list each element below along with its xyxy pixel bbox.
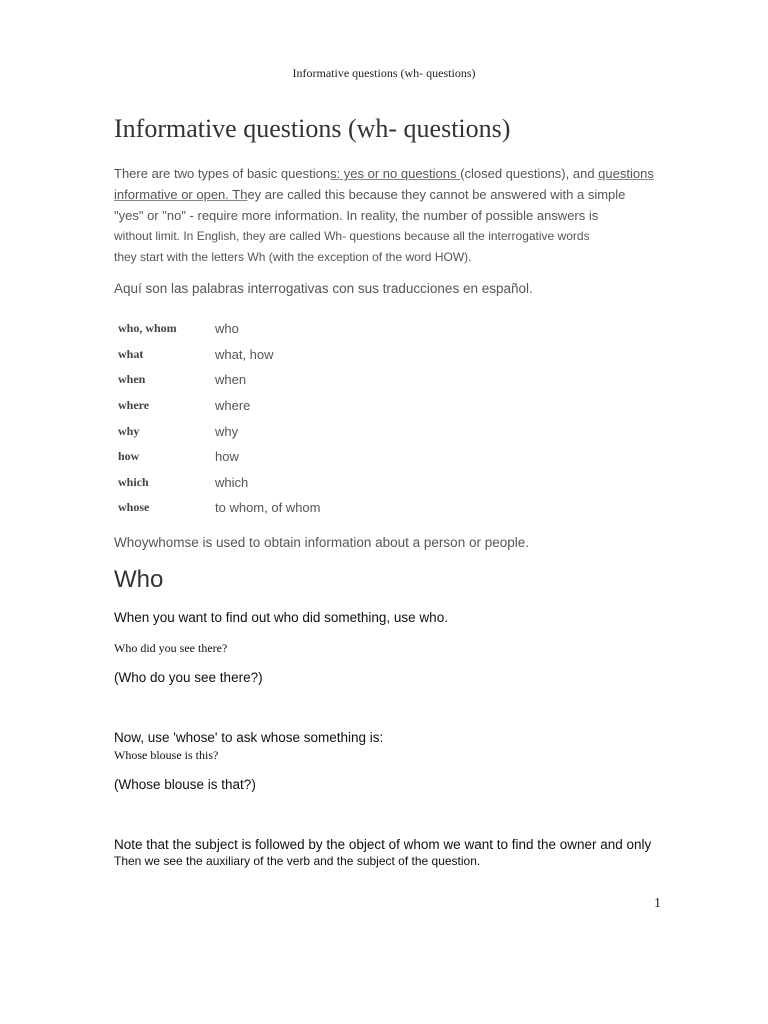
table-row bbox=[114, 495, 321, 521]
usage-note: Whoywhomse is used to obtain information about a person or people. bbox=[114, 535, 529, 550]
whose-example: Whose blouse is this? bbox=[114, 748, 219, 762]
wh-word: who, whom bbox=[118, 321, 177, 336]
wh-translation: to whom, of whom bbox=[215, 500, 321, 516]
note-line: Then we see the auxiliary of the verb and the subject of the question. bbox=[114, 854, 481, 868]
intro-text: There are two types of basic question bbox=[114, 166, 331, 181]
table-row bbox=[114, 444, 321, 470]
intro-text: (closed questions), and bbox=[460, 166, 599, 181]
intro-line: they start with the letters Wh (with the exception of the word HOW). bbox=[114, 250, 472, 265]
section-heading-who: Who bbox=[114, 566, 164, 593]
wh-word: where bbox=[118, 398, 150, 413]
intro-underlined-text: s: yes or no questions bbox=[330, 166, 461, 181]
who-example: Who did you see there? bbox=[114, 641, 228, 655]
wh-word: what bbox=[118, 346, 144, 361]
wh-word: how bbox=[118, 449, 140, 464]
intro-line: "yes" or "no" - require more information. In reality, the number of possible answers is bbox=[114, 207, 599, 223]
wh-translation: which bbox=[215, 474, 249, 490]
wh-translation: who bbox=[215, 321, 239, 337]
wh-translation: how bbox=[215, 449, 239, 465]
intro-text: ey are called this because they cannot be answered with a simple bbox=[247, 186, 626, 202]
table-row bbox=[114, 418, 321, 444]
running-header: Informative questions (wh- questions) bbox=[292, 66, 476, 80]
intro-line bbox=[114, 164, 654, 185]
table-row bbox=[114, 470, 321, 496]
wh-translation: when bbox=[215, 372, 247, 388]
intro-underlined-text: informative or open. Th bbox=[114, 186, 248, 202]
spanish-note: Aquí son las palabras interrogativas con sus traducciones en español. bbox=[114, 281, 533, 296]
whose-translation: (Whose blouse is that?) bbox=[114, 777, 256, 792]
note-line: Note that the subject is followed by the object of whom we want to find the owner and only bbox=[114, 837, 652, 852]
table-row bbox=[114, 367, 321, 393]
wh-translation: where bbox=[215, 398, 251, 414]
table-row bbox=[114, 316, 321, 342]
wh-word: whose bbox=[118, 500, 150, 515]
who-translation: (Who do you see there?) bbox=[114, 670, 263, 685]
intro-underlined-text: questions bbox=[598, 166, 654, 181]
intro-paragraph bbox=[114, 164, 654, 268]
whose-rule: Now, use 'whose' to ask whose something is: bbox=[114, 730, 384, 745]
page-title: Informative questions (wh- questions) bbox=[114, 114, 511, 143]
wh-word: when bbox=[118, 372, 146, 387]
intro-line bbox=[114, 185, 654, 206]
page-number: 1 bbox=[654, 896, 661, 911]
wh-word: why bbox=[118, 423, 140, 438]
wh-translation: what, how bbox=[215, 346, 274, 362]
wh-words-table bbox=[114, 316, 321, 521]
who-rule: When you want to find out who did something, use who. bbox=[114, 610, 448, 625]
table-row bbox=[114, 393, 321, 419]
wh-word: which bbox=[118, 474, 149, 489]
wh-translation: why bbox=[215, 423, 239, 439]
intro-line: without limit. In English, they are called Wh- questions because all the interrogative words bbox=[114, 229, 590, 244]
table-row bbox=[114, 342, 321, 368]
